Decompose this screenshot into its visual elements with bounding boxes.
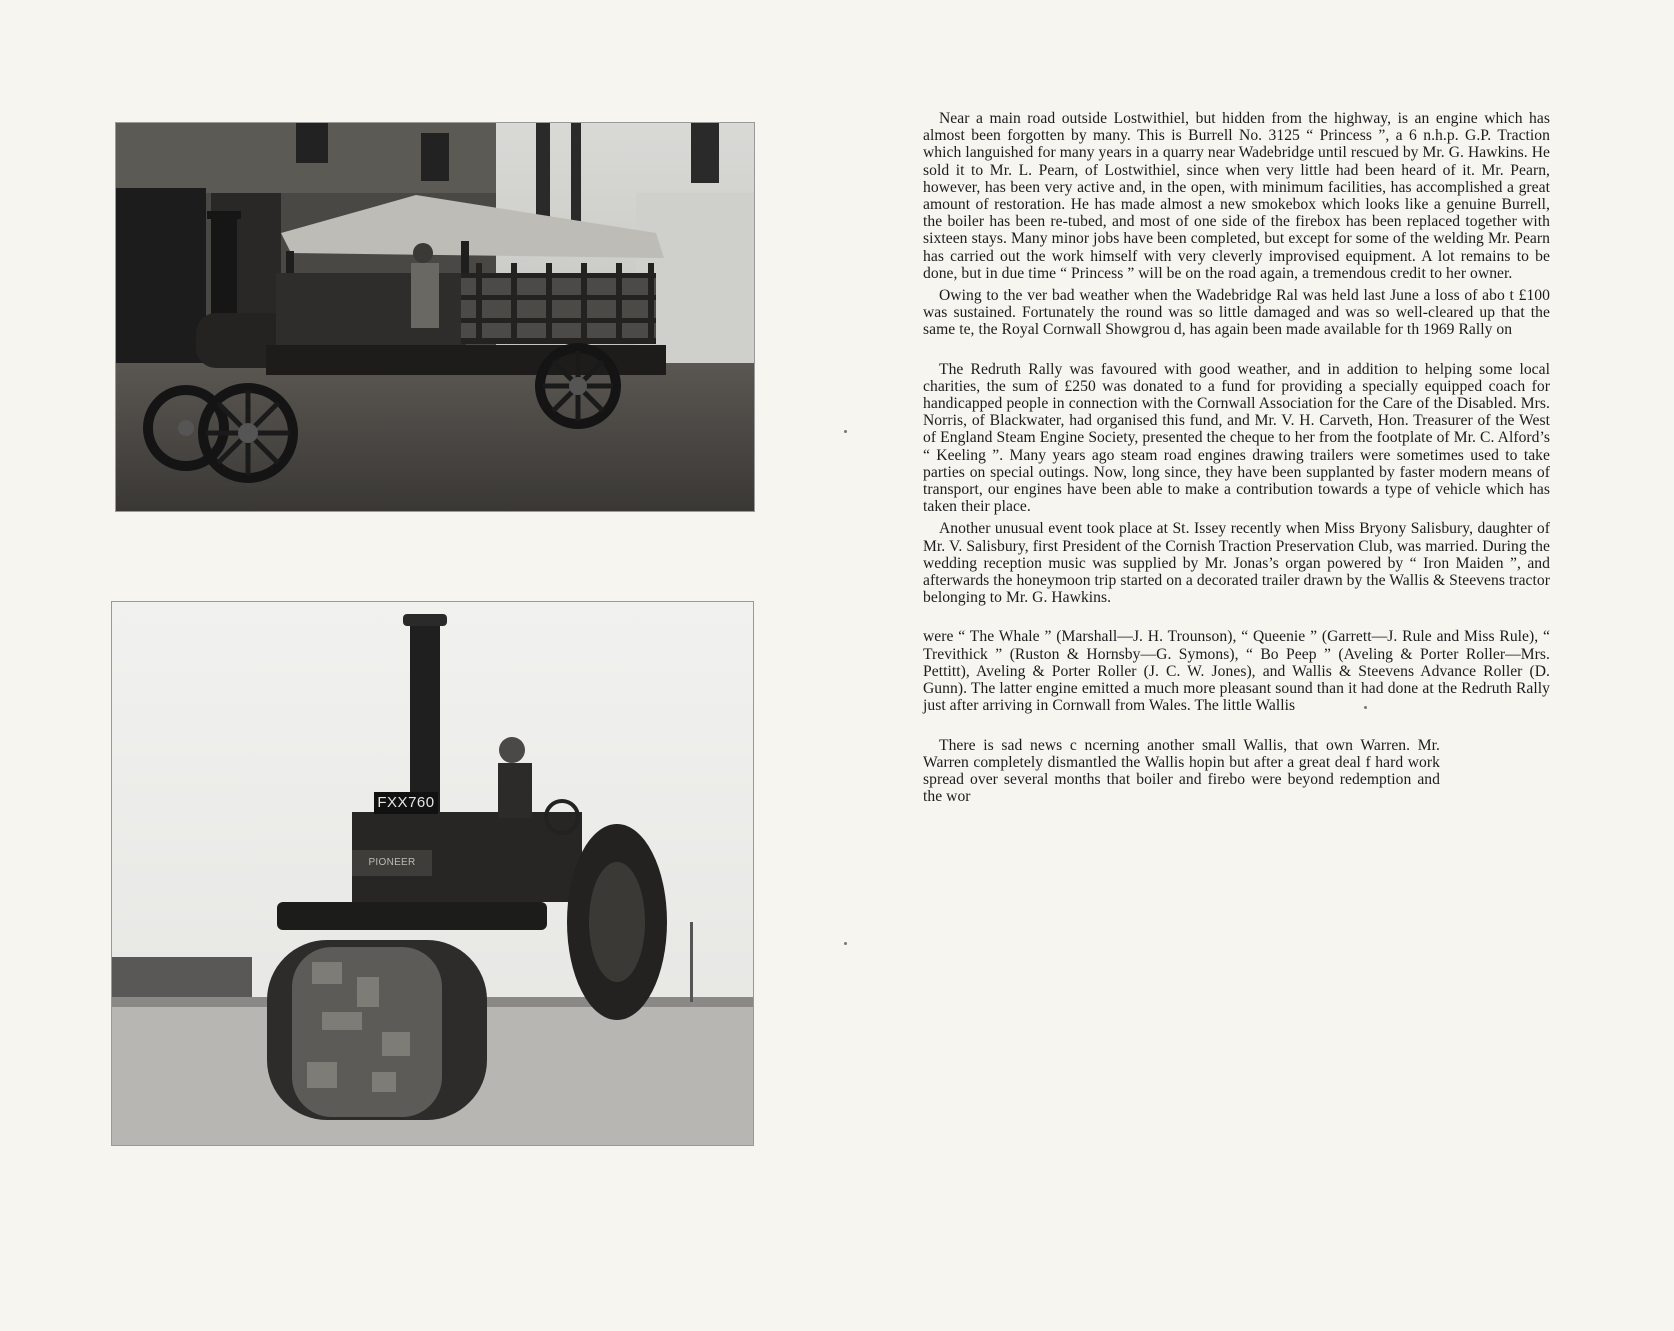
paragraph-engines-list: were “ The Whale ” (Marshall—J. H. Trounson), “ Queenie ” (Garrett—J. Rule and Miss Rule), “ Trevithick ” (Ruston & Hornsby—G. Symons), “ Bo Peep ” (Aveling & Porter Roller—Mrs. Pettitt), Aveling & Porter Roller (J. C. W. Jones), and Wallis & Steevens Advance Roller (D. Gunn). The latter engine emitted a much more pleasant sound than it had done at the Redruth Rally just after arriving in Cornwall from Wales. The little Wallis <box>923 628 1550 715</box>
registration-plate: FXX760 <box>377 794 435 811</box>
article-text <box>923 110 1550 805</box>
paragraph-st-issey-wedding: Another unusual event took place at St. Issey recently when Miss Bryony Salisbury, daughter of Mr. V. Salisbury, first President of the Cornish Traction Preservation Club, was married. During the wedding reception music was supplied by Mr. Jonas’s organ powered by “ Iron Maiden ”, and afterwards the honeymoon trip started on a decorated trailer drawn by the Wallis & Steevens tractor belonging to Mr. G. Hawkins. <box>923 520 1550 607</box>
engine-nameplate: PIONEER <box>368 857 416 868</box>
steam-wagon-illustration <box>116 123 754 511</box>
paragraph-wadebridge-rally: Owing to the ver bad weather when the Wadebridge Ral was held last June a loss of abo t £100 was sustained. Fortunately the round was so little damaged and was so well-cleared up that the same te, the Royal Cornwall Showgrou d, has again been made available for th 1969 Rally on <box>923 287 1550 339</box>
steam-wagon-photo <box>115 122 755 512</box>
margin-dot <box>844 942 847 945</box>
paragraph-redruth-rally: The Redruth Rally was favoured with good weather, and in addition to helping some local charities, the sum of £250 was donated to a fund for providing a specially equipped coach for handicapped people in connection with the Cornwall Association for the Care of the Disabled. Mrs. Norris, of Blackwater, had organised this fund, and Mr. V. H. Carveth, Hon. Treasurer of the West of England Steam Engine Society, presented the cheque to her from the footplate of Mr. C. Alford’s “ Keeling ”. Many years ago steam road engines drawing trailers were sometimes used to take parties on special outings. Now, long since, they have been supplanted by faster modern means of transport, our engines have been able to make a contribution towards a type of vehicle which has taken their place. <box>923 360 1550 516</box>
steam-roller-illustration <box>112 602 753 1145</box>
paragraph-wallis-warren: There is sad news c ncerning another small Wallis, that own Warren. Mr. Warren completely dismantled the Wallis hopin but after a great deal f hard work spread over several months that boiler and firebo were beyond redemption and the wor <box>923 736 1440 806</box>
margin-dot <box>844 430 847 433</box>
paragraph-princess: Near a main road outside Lostwithiel, but hidden from the highway, is an engine which has almost been forgotten by many. This is Burrell No. 3125 “ Princess ”, a 6 n.h.p. G.P. Traction which languished for many years in a quarry near Wadebridge until rescued by Mr. G. Hawkins. He sold it to Mr. L. Pearn, of Lostwithiel, since when very little had been heard of it. Mr. Pearn, however, has been very active and, in the open, with minimum facilities, has accomplished a great amount of restoration. He has made almost a new smokebox which looks like a genuine Burrell, the boiler has been re-tubed, and most of one side of the firebox has been replaced together with sixteen stays. Many minor jobs have been completed, but except for some of the welding Mr. Pearn has carried out the work himself with very cleverly improvised equipment. A lot remains to be done, but in due time “ Princess ” will be on the road again, a tremendous credit to her owner. <box>923 110 1550 282</box>
steam-roller-photo <box>111 601 754 1146</box>
